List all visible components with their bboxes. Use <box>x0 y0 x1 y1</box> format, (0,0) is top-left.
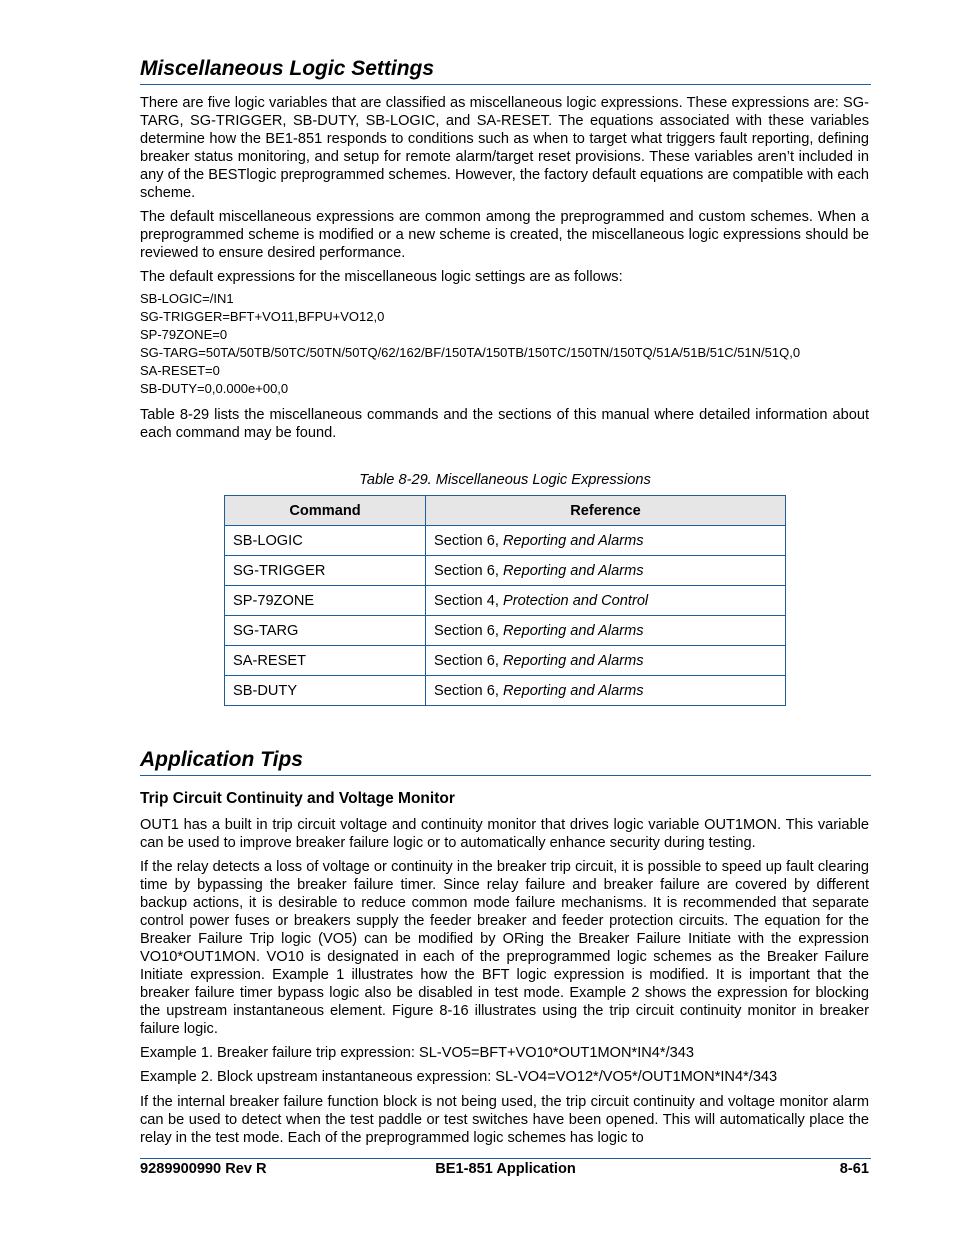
reference-cell <box>426 556 786 586</box>
column-header-command: Command <box>225 496 426 526</box>
example-2: Example 2. Block upstream instantaneous expression: SL-VO4=VO12*/VO5*/OUT1MON*IN4*/343 <box>140 1069 778 1085</box>
paragraph-defaults: The default miscellaneous expressions are common among the preprogrammed and custom schemes. When a preprogrammed scheme is modified or a new scheme is created, the miscellaneous logic expressions should be reviewed to ensure desired performance. <box>140 209 869 261</box>
table-row <box>225 616 786 646</box>
reference-title: Protection and Control <box>502 592 649 609</box>
section-heading-application-tips <box>140 748 871 776</box>
reference-title: Reporting and Alarms <box>502 562 644 579</box>
expression-line: SB-DUTY=0,0.000e+00,0 <box>140 381 289 396</box>
table-header-row <box>225 496 786 526</box>
table-row <box>225 646 786 676</box>
paragraph-out1: OUT1 has a built in trip circuit voltage and continuity monitor that drives logic variable OUT1MON. This variable can be used to improve breaker failure logic or to automatically enhance security during testing. <box>140 817 869 851</box>
command-cell: SP-79ZONE <box>225 586 426 616</box>
table-row <box>225 526 786 556</box>
reference-title: Reporting and Alarms <box>502 652 644 669</box>
table-row <box>225 556 786 586</box>
reference-section: Section 6, <box>434 622 503 639</box>
reference-cell <box>426 646 786 676</box>
paragraph-intro: There are five logic variables that are classified as miscellaneous logic expressions. These expressions are: SG-TARG, SG-TRIGGER, SB-DUTY, SB-LOGIC, and SA-RESET. The equations associated with these variables determine how the BE1-851 responds to conditions such as when to target what triggers fault reporting, defining breaker status monitoring, and setup for remote alarm/target reset provisions. These variables aren’t included in any of the BESTlogic preprogrammed schemes. However, the factory default equations are compatible with each scheme. <box>140 95 869 201</box>
section-title: Application Tips <box>140 748 303 771</box>
reference-section: Section 6, <box>434 562 503 579</box>
reference-cell <box>426 526 786 556</box>
expression-line: SG-TARG=50TA/50TB/50TC/50TN/50TQ/62/162/BF/150TA/150TB/150TC/150TN/150TQ/51A/51B/51C/51N/51Q,0 <box>140 345 801 360</box>
reference-section: Section 6, <box>434 532 503 549</box>
reference-title: Reporting and Alarms <box>502 532 644 549</box>
expression-line: SA-RESET=0 <box>140 363 220 378</box>
command-cell: SG-TRIGGER <box>225 556 426 586</box>
paragraph-table-ref: Table 8-29 lists the miscellaneous commands and the sections of this manual where detailed information about each command may be found. <box>140 407 869 441</box>
expression-line: SB-LOGIC=/IN1 <box>140 291 234 306</box>
command-cell: SA-RESET <box>225 646 426 676</box>
column-header-reference: Reference <box>426 496 786 526</box>
table-caption: Table 8-29. Miscellaneous Logic Expressions <box>359 472 651 488</box>
reference-section: Section 4, <box>434 592 503 609</box>
misc-logic-table <box>224 495 786 706</box>
command-cell: SG-TARG <box>225 616 426 646</box>
subsection-title: Trip Circuit Continuity and Voltage Monitor <box>140 790 455 807</box>
default-expressions-block <box>140 290 880 398</box>
expression-line: SP-79ZONE=0 <box>140 327 228 342</box>
section-heading-misc-logic <box>140 57 871 85</box>
footer-doc-number: 9289900990 Rev R <box>140 1161 267 1177</box>
example-1: Example 1. Breaker failure trip expression: SL-VO5=BFT+VO10*OUT1MON*IN4*/343 <box>140 1045 694 1061</box>
table-row <box>225 676 786 706</box>
footer-doc-title: BE1-851 Application <box>435 1161 576 1177</box>
reference-title: Reporting and Alarms <box>502 622 644 639</box>
paragraph-test-mode: If the internal breaker failure function block is not being used, the trip circuit continuity and voltage monitor alarm can be used to detect when the test paddle or test switches have been opened. This will automatically place the relay in the test mode. Each of the preprogrammed logic schemes has logic to <box>140 1094 869 1146</box>
command-cell: SB-LOGIC <box>225 526 426 556</box>
table-row <box>225 586 786 616</box>
footer-page-number: 8-61 <box>839 1161 869 1177</box>
paragraph-trip-circuit: If the relay detects a loss of voltage or continuity in the breaker trip circuit, it is possible to speed up fault clearing time by bypassing the breaker failure timer. Since relay failure and breaker failure are covered by different backup actions, it is desirable to reduce common mode failure mechanisms. It is recommended that separate control power fuses or breakers supply the feeder breaker and feeder protection circuits. The equation for the Breaker Failure Trip logic (VO5) can be modified by ORing the Breaker Failure Initiate with the expression VO10*OUT1MON. VO10 is designated in each of the preprogrammed logic schemes as the Breaker Failure Initiate expression. Example 1 illustrates how the BFT logic expression is modified. It is important that the breaker failure timer bypass logic also be disabled in test mode. Example 2 shows the expression for blocking the upstream instantaneous element. Figure 8-16 illustrates using the trip circuit continuity monitor in breaker failure logic. <box>140 859 869 1037</box>
page-footer <box>140 1158 871 1181</box>
reference-cell <box>426 586 786 616</box>
reference-cell <box>426 676 786 706</box>
expression-line: SG-TRIGGER=BFT+VO11,BFPU+VO12,0 <box>140 309 385 324</box>
section-title: Miscellaneous Logic Settings <box>140 57 435 80</box>
paragraph-expressions-intro: The default expressions for the miscellaneous logic settings are as follows: <box>140 269 623 285</box>
reference-section: Section 6, <box>434 652 503 669</box>
command-cell: SB-DUTY <box>225 676 426 706</box>
reference-cell <box>426 616 786 646</box>
reference-title: Reporting and Alarms <box>502 682 644 699</box>
reference-section: Section 6, <box>434 682 503 699</box>
